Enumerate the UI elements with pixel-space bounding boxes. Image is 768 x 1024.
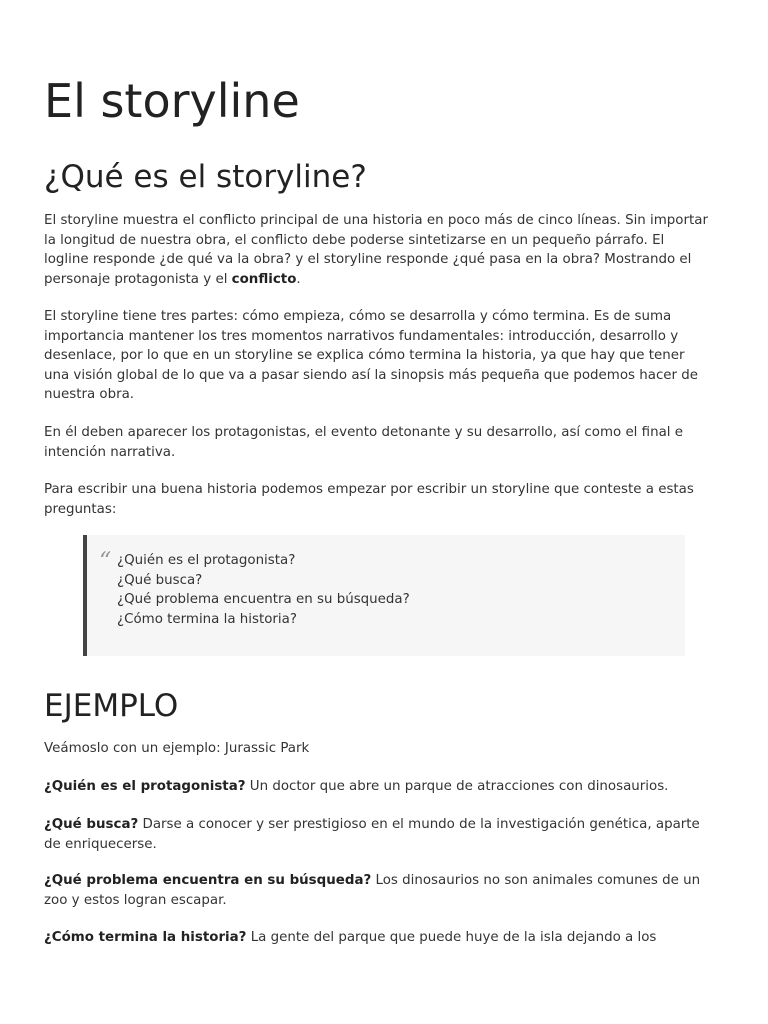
text-line [44,928,724,948]
text-line: la longitud de nuestra obra, el conflicto debe poderse sintetizarse en un pequeño párrafo. El [44,232,665,248]
quote-line: ¿Qué busca? [117,572,203,588]
quote-line: ¿Quién es el protagonista? [117,553,296,568]
text-line: importancia mantener los tres momentos narrativos fundamentales: introducción, desarrollo y [44,328,679,344]
quote-line: ¿Cómo termina la historia? [117,611,297,627]
text-line: En él deben aparecer los protagonistas, el evento detonante y su desarrollo, así como el final e [44,425,684,440]
qa-item [44,777,724,797]
qa-item [44,815,724,854]
bold-term-conflicto: conflicto [231,271,297,287]
section-heading-que-es: ¿Qué es el storyline? [44,159,367,195]
text-line: El storyline muestra el conflicto principal de una historia en poco más de cinco líneas. Sin importar [44,213,708,228]
paragraph-example-intro [44,739,724,759]
text-line: El storyline tiene tres partes: cómo empieza, cómo se desarrolla y cómo termina. Es de suma [44,309,672,324]
qa-item [44,871,724,910]
text-line [44,270,724,290]
qa-question: ¿Quién es el protagonista? [44,779,246,794]
quote-list [117,551,410,629]
section-heading-ejemplo: EJEMPLO [44,688,179,724]
text-line: Veámoslo con un ejemplo: Jurassic Park [44,741,310,756]
qa-answer: Los dinosaurios no son animales comunes de un [371,873,701,888]
qa-question: ¿Qué busca? [44,817,139,832]
text-line: desenlace, por lo que en un storyline se explica cómo termina la historia, ya que hay que tener [44,348,685,363]
text-line [44,815,724,835]
paragraph-definition [44,211,724,289]
text-line: intención narrativa. [44,444,176,460]
text-line: de enriquecerse. [44,836,157,852]
paragraph-questions-intro [44,480,724,519]
quote-line: ¿Qué problema encuentra en su búsqueda? [117,592,410,607]
text-line: preguntas: [44,501,117,517]
quote-icon: “ [99,547,112,575]
qa-answer: La gente del parque que puede huye de la isla dejando a los [246,930,657,945]
qa-answer: Un doctor que abre un parque de atracciones con dinosaurios. [245,779,669,794]
blockquote-questions [83,535,685,656]
qa-answer: Darse a conocer y ser prestigioso en el mundo de la investigación genética, aparte [138,817,700,832]
text-line [44,871,724,891]
paragraph-elements [44,423,724,462]
text-fragment: personaje protagonista y el [44,271,232,287]
text-line: una visión global de lo que va a pasar siendo así la sinopsis más pequeña que podemos hacer de [44,367,699,383]
qa-item [44,928,724,948]
page-title: El storyline [44,74,300,128]
text-line: nuestra obra. [44,387,135,402]
paragraph-parts [44,307,724,405]
text-line [44,777,724,797]
text-line: zoo y estos logran escapar. [44,892,227,908]
text-line: Para escribir una buena historia podemos empezar por escribir un storyline que conteste a estas [44,482,694,497]
qa-question: ¿Cómo termina la historia? [44,930,247,945]
text-line: logline responde ¿de qué va la obra? y el storyline responde ¿qué pasa en la obra? Mostrando el [44,252,692,267]
text-fragment: . [296,271,301,287]
qa-question: ¿Qué problema encuentra en su búsqueda? [44,873,372,888]
